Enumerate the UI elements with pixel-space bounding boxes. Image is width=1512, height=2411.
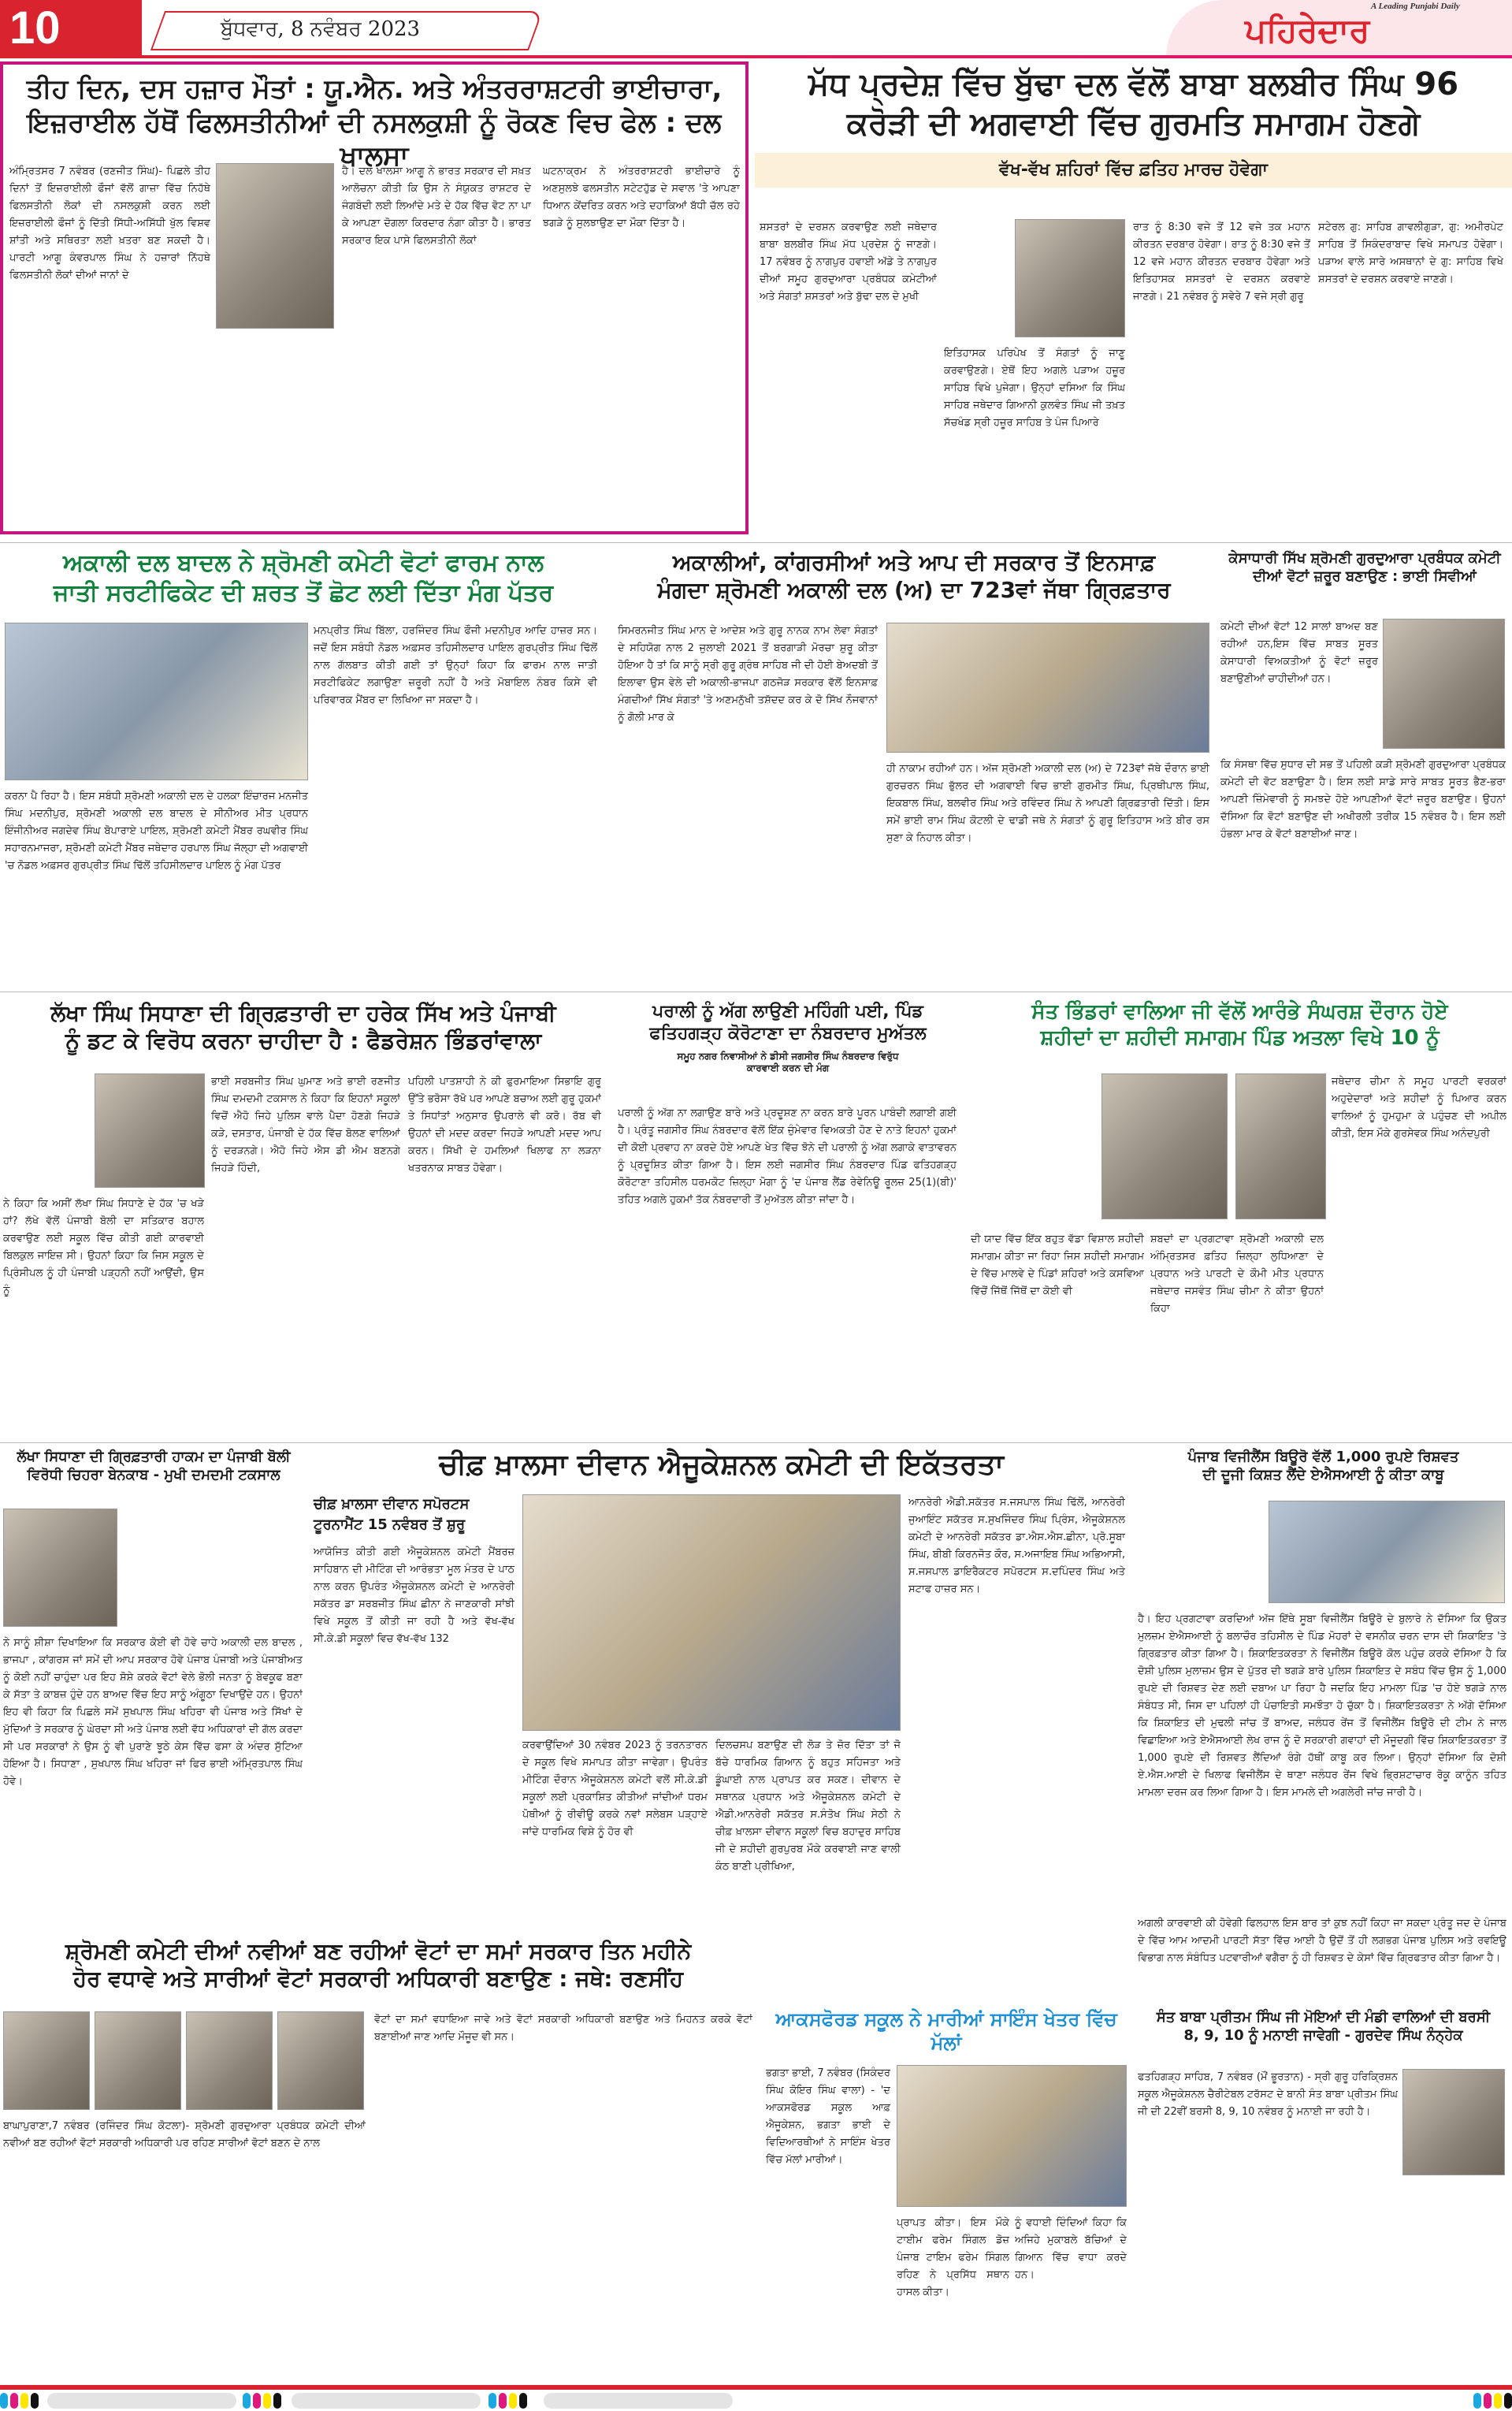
headline-line-2: ਵਿਰੋਧੀ ਚਿਹਰਾ ਬੇਨਕਾਬ - ਮੁਖੀ ਦਮਦਮੀ ਟਕਸਾਲ [27,1466,280,1483]
article-column: ਰਾਤ ਨੂੰ 8:30 ਵਜੇ ਤੋਂ 12 ਵਜੇ ਤਕ ਮਹਾਨ ਕੀਰਤਨ ਦਰਬਾਰ ਹੋਵੇਗਾ। ਰਾਤ ਨੂੰ 8:30 ਵਜੇ ਤੋਂ 12 ਵਜੇ ਮਹਾਨ ਕੀਰਤਨ ਦਰਬਾਰ ਹੋਵੇਗਾ ਅਤੇ ਇਤਿਹਾਸਕ ਸ਼ਸਤਰਾਂ ਦੇ ਦਰਸ਼ਨ ਕਰਵਾਏ ਜਾਣਗੇ। 21 ਨਵੰਬਰ ਨੂੰ ਸਵੇਰੇ 7 ਵਜੇ ਸ੍ਰੀ ਗੁਰੂ [1133,221,1310,303]
headline-line-2: ਨੂੰ ਡਟ ਕੇ ਵਿਰੋਧ ਕਰਨਾ ਚਾਹੀਦਾ ਹੈ : ਫੈਡਰੇਸ਼ਨ ਭਿੰਡਰਾਂਵਾਲਾ [65,1028,542,1054]
subheadline-line-2: ਟੂਰਨਾਮੈਂਟ 15 ਨਵੰਬਰ ਤੋਂ ਸ਼ੁਰੂ [314,1516,466,1533]
article-column: ਫਤਹਿਗੜ੍ਹ ਸਾਹਿਬ, 7 ਨਵੰਬਰ (ਮੌਂ ਭੂਰਤਾਨ) - ਸ੍ਰੀ ਗੁਰੂ ਹਰਿਕ੍ਰਿਸ਼ਨ ਸਕੂਲ ਐਜੂਕੇਸ਼ਨਲ ਚੈਰੀਟੇਬਲ ਟਰੱਸਟ ਦੇ ਬਾਨੀ ਸੰਤ ਬਾਬਾ ਪ੍ਰੀਤਮ ਸਿੰਘ ਜੀ ਦੀ 22ਵੀਂ ਬਰਸੀ 8, 9, 10 ਨਵੰਬਰ ਨੂੰ ਮਨਾਈ ਜਾ ਰਹੀ ਹੈ। [1138,2071,1398,2118]
article-column: ਮਨਪ੍ਰੀਤ ਸਿੰਘ ਬਿੱਲਾ, ਹਰਜਿੰਦਰ ਸਿੰਘ ਫੌਜੀ ਮਦਨੀਪੁਰ ਆਦਿ ਹਾਜ਼ਰ ਸਨ। ਜਦੋਂ ਇਸ ਸਬੰਧੀ ਨੋਡਲ ਅਫ਼ਸਰ ਤਹਿਸੀਲਦਾਰ ਪਾਇਲ ਗੁਰਪ੍ਰੀਤ ਸਿੰਘ ਢਿੱਲੋਂ ਨਾਲ ਗੱਲਬਾਤ ਕੀਤੀ ਗਈ ਤਾਂ ਉਨ੍ਹਾਂ ਕਿਹਾ ਕਿ ਫਾਰਮ ਨਾਲ ਜਾਤੀ ਸਰਟੀਫਿਕੇਟ ਲਗਾਉਣਾ ਜ਼ਰੂਰੀ ਨਹੀਂ ਹੈ ਅਤੇ ਮੋਬਾਇਲ ਨੰਬਰ ਕਿਸੇ ਵੀ ਪਰਿਵਾਰਕ ਮੈਂਬਰ ਦਾ ਲਿਖਿਆ ਜਾ ਸਕਦਾ ਹੈ। [314,625,597,706]
headline-line-2: 8, 9, 10 ਨੂੰ ਮਨਾਈ ਜਾਵੇਗੀ - ਗੁਰਦੇਵ ਸਿੰਘ ਨੰਨ੍ਹੇਕ [1183,2026,1463,2044]
article-chief-khalsa-diwan[interactable] [314,1445,1129,1903]
article-column: ਘਟਨਾਕ੍ਰਮ ਨੇ ਅੰਤਰਰਾਸ਼ਟਰੀ ਭਾਈਚਾਰੇ ਨੂੰ ਅਣਸੁਲਝੇ ਫਲਸਤੀਨ ਸਟੇਟਹੁੱਡ ਦੇ ਸਵਾਲ 'ਤੇ ਆਪਣਾ ਧਿਆਨ ਕੇਂਦਰਿਤ ਕਰਨ ਅਤੇ ਦਹਾਕਿਆਂ ਬੱਧੀ ਚੱਲ ਰਹੇ ਝਗੜੇ ਨੂੰ ਸੁਲਝਾਉਣ ਦਾ ਮੌਕਾ ਦਿੱਤਾ ਹੈ। [543,166,740,229]
headline-line-1: ਅਕਾਲੀਆਂ, ਕਾਂਗਰਸੀਆਂ ਅਤੇ ਆਪ ਦੀ ਸਰਕਾਰ ਤੋਂ ਇਨਸਾਫ਼ [672,549,1156,575]
article-column: ਵੋਟਾਂ ਦਾ ਸਮਾਂ ਵਧਾਇਆ ਜਾਵੇ ਅਤੇ ਵੋਟਾਂ ਸਰਕਾਰੀ ਅਧਿਕਾਰੀ ਬਣਾਉਣ ਅਤੇ ਮਿਹਨਤ ਕਰਕੇ ਵੋਟਾਂ ਬਣਾਈਆਂ ਜਾਣ ਆਦਿ ਮੌਜੂਦ ਵੀ ਸਨ। [374,2014,752,2043]
article-shaheedi-samagam[interactable] [968,995,1512,1436]
photo-vigilance-team [1269,1501,1505,1603]
photo-person-3 [186,2011,273,2110]
article-column: ਆਯੋਜਿਤ ਕੀਤੀ ਗਈ ਐਜੂਕੇਸ਼ਨਲ ਕਮੇਟੀ ਮੈਂਬਰਜ਼ ਸਾਹਿਬਾਨ ਦੀ ਮੀਟਿੰਗ ਦੀ ਆਰੰਭਤਾ ਮੂਲ ਮੰਤਰ ਦੇ ਪਾਠ ਨਾਲ ਕਰਨ ਉਪਰੰਤ ਐਜੂਕੇਸ਼ਨਲ ਕਮੇਟੀ ਦੇ ਆਨਰੇਰੀ ਸਕੱਤਰ ਡਾ ਸਰਬਜੀਤ ਸਿੰਘ ਛੀਨਾ ਨੇ ਜਾਣਕਾਰੀ ਸਾਂਝੀ ਵਿਖੇ ਸਕੂਲ ਤੋਂ ਕੀਤੀ ਜਾ ਰਹੀ ਹੈ ਅਤੇ ਵੱਖ-ਵੱਖ ਸੀ.ਕੇ.ਡੀ ਸਕੂਲਾਂ ਵਿਚ ਵੱਖ-ਵੱਖ 132 [314,1546,515,1645]
subheadline: ਵੱਖ-ਵੱਖ ਸ਼ਹਿਰਾਂ ਵਿੱਚ ਫ਼ਤਿਹ ਮਾਰਚ ਹੋਵੇਗਾ [755,153,1512,188]
headline-line-1: ਲੱਖਾ ਸਿੰਘ ਸਿਧਾਣਾ ਦੀ ਗ੍ਰਿਫ਼ਤਾਰੀ ਦਾ ਹਰੇਕ ਸਿੱਖ ਅਤੇ ਪੰਜਾਬੀ [50,1000,556,1026]
article-sgpc-votes[interactable] [0,1933,756,2382]
article-column: ਪਰਾਲੀ ਨੂੰ ਅੱਗ ਨਾ ਲਗਾਉਣ ਬਾਰੇ ਅਤੇ ਪ੍ਰਦੂਸ਼ਣ ਨਾ ਕਰਨ ਬਾਰੇ ਪੂਰਨ ਪਾਬੰਦੀ ਲਗਾਈ ਗਈ ਹੈ। ਪ੍ਰੰਤੂ ਜਗਸੀਰ ਸਿੰਘ ਨੰਬਰਦਾਰ ਵੱਲੋਂ ਇੱਕ ਜ਼ੁੰਮੇਵਾਰ ਵਿਅਕਤੀ ਹੋਣ ਦੇ ਨਾਤੇ ਇਹਨਾਂ ਹੁਕਮਾਂ ਦੀ ਕੋਈ ਪ੍ਰਵਾਹ ਨਾ ਕਰਦੇ ਹੋਏ ਆਪਣੇ ਖੇਤ ਵਿੱਚ ਝੋਨੇ ਦੀ ਪਰਾਲੀ ਨੂੰ ਅੱਗ ਲਗਾਕੇ ਵਾਤਾਵਰਨ ਨੂੰ ਪ੍ਰਦੂਸ਼ਿਤ ਕੀਤਾ ਗਿਆ ਹੈ। ਇਸ ਲਈ ਜਗਸੀਰ ਸਿੰਘ ਨੰਬਰਦਾਰ ਪਿੰਡ ਫਤਿਹਗੜ੍ਹ ਕੋਰੋਟਾਣਾ ਤਹਿਸੀਲ ਧਰਮਕੋਟ ਜ਼ਿਲ੍ਹਾ ਮੋਗਾ ਨੂੰ 'ਦ ਪੰਜਾਬ ਲੈਂਡ ਰੇਵੇਨਿਊ ਰੂਲਜ਼ 25(1)(ਬੀ)' ਤਹਿਤ ਅਗਲੇ ਹੁਕਮਾਂ ਤੱਕ ਨੰਬਰਦਾਰੀ ਤੋਂ ਮੁਅੱਤਲ ਕੀਤਾ ਜਾਂਦਾ ਹੈ। [618,1107,957,1206]
photo-spokesperson [216,163,334,329]
article-akali-vote-form[interactable] [0,544,607,985]
article-column: ਕਮੇਟੀ ਦੀਆਂ ਵੋਟਾਂ 12 ਸਾਲਾਂ ਬਾਅਦ ਬਣ ਰਹੀਆਂ ਹਨ,ਇਸ ਵਿੱਚ ਸਾਬਤ ਸੂਰਤ ਕੇਸਾਧਾਰੀ ਵਿਅਕਤੀਆਂ ਨੂੰ ਵੋਟਾਂ ਜ਼ਰੂਰ ਬਣਾਉਣੀਆਂ ਚਾਹੀਦੀਆਂ ਹਨ। [1220,621,1378,685]
page-header [0,0,1512,57]
article-budha-dal[interactable] [755,61,1512,534]
headline-line-2: ਇਜ਼ਰਾਈਲ ਹੱਥੋਂ ਫਿਲਸਤੀਨੀਆਂ ਦੀ ਨਸਲਕੁਸ਼ੀ ਨੂੰ ਰੋਕਣ ਵਿਚ ਫੇਲ : ਦਲ ਖਾਲਸਾ [27,106,722,172]
photo-person-4 [277,2011,364,2110]
headline-line-2: ਫਤਿਹਗੜ੍ਹ ਕੋਰੋਟਾਣਾ ਦਾ ਨੰਬਰਦਾਰ ਮੁਅੱਤਲ [649,1023,927,1044]
headline-line-2: ਦੀਆਂ ਵੋਟਾਂ ਜ਼ਰੂਰ ਬਣਾਉਣ : ਭਾਈ ਸਿਵੀਆਂ [1253,567,1477,585]
headline: ਚੀਫ਼ ਖ਼ਾਲਸਾ ਦੀਵਾਨ ਐਜੂਕੇਸ਼ਨਲ ਕਮੇਟੀ ਦੀ ਇਕੱਤਰਤਾ [439,1449,1004,1481]
article-parali-burning[interactable] [615,995,961,1436]
page-number: 10 [0,0,142,57]
registration-marks [489,2393,527,2409]
footer-bar [292,2393,481,2409]
article-column: ਸਟੇਰਲ ਗੁ: ਸਾਹਿਬ ਗਾਵਲੀਗੁੜਾ, ਗੁ: ਅਮੀਰਪੇਟ ਸਾਹਿਬ ਤੋਂ ਸਿਕੰਦਰਾਬਾਦ ਵਿਖੇ ਸਮਾਪਤ ਹੋਵੇਗਾ। ਪੜਾਅ ਵਾਲੇ ਸਾਰੇ ਅਸਥਾਨਾਂ ਦੇ ਗੁ: ਸਾਹਿਬ ਵਿਖੇ ਸ਼ਸਤਰਾਂ ਦੇ ਦਰਸ਼ਨ ਕਰਵਾਏ ਜਾਣਗੇ। [1318,221,1503,285]
masthead-tagline: A Leading Punjabi Daily [1371,2,1460,11]
header-rule [0,55,1512,58]
photo-jatha-arrest [886,623,1209,753]
article-column: ਅੰਮ੍ਰਿਤਸਰ 7 ਨਵੰਬਰ (ਰਣਜੀਤ ਸਿੰਘ)- ਪਿਛਲੇ ਤੀਹ ਦਿਨਾਂ ਤੋਂ ਇਜ਼ਰਾਈਲੀ ਫੌਜਾਂ ਵੱਲੋਂ ਗਾਜ਼ਾ ਵਿੱਚ ਨਿਹੱਥੇ ਫਿਲਸਤੀਨੀ ਲੋਕਾਂ ਦੀ ਨਸਲਕੁਸ਼ੀ ਕਰਨ ਲਈ ਇਜ਼ਰਾਈਲੀ ਫੌਜਾਂ ਨੂੰ ਦਿੱਤੀ ਸਿੱਧੀ-ਅਸਿੱਧੀ ਖੁੱਲ ਵਿਸ਼ਵ ਸ਼ਾਂਤੀ ਅਤੇ ਸਥਿਰਤਾ ਲਈ ਖ਼ਤਰਾ ਬਣ ਸਕਦੀ ਹੈ। ਪਾਰਟੀ ਆਗੂ ਕੰਵਰਪਾਲ ਸਿੰਘ ਨੇ ਹਜ਼ਾਰਾਂ ਨਿੱਹਥੇ ਫਿਲਸਤੀਨੀ ਲੋਕਾਂ ਦੀਆਂ ਜਾਨਾਂ ਦੇ [9,166,210,281]
footer-rule [0,2385,1512,2390]
subheadline-line-2: ਕਾਰਵਾਈ ਕਰਨ ਦੀ ਮੰਗ [746,1062,830,1073]
headline-part-1: ਆਕਸਫੋਰਡ ਸਕੂਲ [775,2008,903,2030]
headline-line-2: ਮੰਗਦਾ ਸ਼੍ਰੋਮਣੀ ਅਕਾਲੀ ਦਲ (ਅ) ਦਾ 723ਵਾਂ ਜੱਥਾ ਗ੍ਰਿਫ਼ਤਾਰ [657,577,1171,603]
article-column: ਬਾਘਾਪੁਰਾਣਾ,7 ਨਵੰਬਰ (ਰਜਿੰਦਰ ਸਿੰਘ ਕੋਟਲਾ)- ਸ਼੍ਰੋਮਣੀ ਗੁਰਦੁਆਰਾ ਪ੍ਰਬੰਧਕ ਕਮੇਟੀ ਦੀਆਂ ਨਵੀਆਂ ਬਣ ਰਹੀਆਂ ਵੋਟਾਂ ਸਰਕਾਰੀ ਅਧਿਕਾਰੀ ਪਰ ਰਹਿਣ ਸਾਰੀਆਂ ਵੋਟਾਂ ਬਣਨ ਦੇ ਨਾਲ [3,2120,366,2149]
article-oxford-school[interactable] [763,2006,1130,2382]
registration-marks [0,2393,39,2409]
article-dal-khalsa[interactable] [0,61,749,534]
article-column: ਦੀ ਯਾਦ ਵਿੱਚ ਇੱਕ ਬਹੁਤ ਵੱਡਾ ਵਿਸ਼ਾਲ ਸ਼ਹੀਦੀ ਸਮਾਗਮ ਕੀਤਾ ਜਾ ਰਿਹਾ ਜਿਸ ਸ਼ਹੀਦੀ ਸਮਾਗਮ ਦੇ ਵਿੱਚ ਮਾਲਵੇ ਦੇ ਪਿੰਡਾਂ ਸ਼ਹਿਰਾਂ ਅਤੇ ਕਸਵਿਆ ਵਿੱਚੋਂ ਜਿੱਥੋਂ ਜਿੱਥੋਂ ਦਾ ਕੋਈ ਵੀ [971,1233,1144,1297]
article-column: ਕਰਨਾ ਪੈ ਰਿਹਾ ਹੈ। ਇਸ ਸਬੰਧੀ ਸ਼੍ਰੋਮਣੀ ਅਕਾਲੀ ਦਲ ਦੇ ਹਲਕਾ ਇੰਚਾਰਜ ਮਨਜੀਤ ਸਿੰਘ ਮਦਨੀਪੁਰ, ਸ਼੍ਰੋਮਣੀ ਅਕਾਲੀ ਦਲ ਬਾਦਲ ਦੇ ਸੀਨੀਅਰ ਮੀਤ ਪ੍ਰਧਾਨ ਇੰਜੀਨੀਅਰ ਜਗਦੇਵ ਸਿੰਘ ਬੋਪਾਰਾਏ ਪਾਇਲ, ਸ਼੍ਰੋਮਣੀ ਕਮੇਟੀ ਮੈਂਬਰ ਰਘਵੀਰ ਸਿੰਘ ਸਹਾਰਨਮਾਜਰਾ, ਸ਼੍ਰੋਮਣੀ ਕਮੇਟੀ ਮੈਂਬਰ ਜਥੇਦਾਰ ਹਰਪਾਲ ਸਿੰਘ ਜੱਲ੍ਹਾ ਦੀ ਅਗਵਾਈ 'ਚ ਨੋਡਲ ਅਫ਼ਸਰ ਗੁਰਪ੍ਰੀਤ ਸਿੰਘ ਢਿੱਲੋਂ ਤਹਿਸੀਲਦਾਰ ਪਾਇਲ ਨੂੰ ਮੰਗ ਪੱਤਰ [5,791,308,872]
headline-line-1: ਮੱਧ ਪ੍ਰਦੇਸ਼ ਵਿੱਚ ਬੁੱਢਾ ਦਲ ਵੱਲੋਂ ਬਾਬਾ ਬਲਬੀਰ ਸਿੰਘ 96 [808,66,1459,102]
article-column: ਭਾਈ ਸਰਬਜੀਤ ਸਿੰਘ ਘੁਮਾਣ ਅਤੇ ਭਾਈ ਰਣਜੀਤ ਸਿੰਘ ਦਮਦਮੀ ਟਕਸਾਲ ਨੇ ਕਿਹਾ ਕਿ ਇਹਨਾਂ ਸਕੂਲਾਂ ਵਿਚੋਂ ਐਹੋ ਜਿਹੇ ਪੁਲਿਸ ਵਾਲੇ ਪੈਦਾ ਹੋਣਗੇ ਜਿਹੜੇ ਕੜੇ, ਦਸਤਾਰ, ਪੰਜਾਬੀ ਦੇ ਹੱਕ ਵਿੱਚ ਬੋਲਣ ਵਾਲਿਆਂ ਨੂੰ ਦਰੜਨਗੇ। ਐਹੋ ਜਿਹੇ ਐਸ ਡੀ ਐਮ ਬਣਨਗੇ ਜਿਹੜੇ ਹਿੰਦੀ, [211,1076,400,1174]
article-vigilance-bribe[interactable] [1135,1445,1512,1997]
article-column: ਜਥੇਦਾਰ ਚੀਮਾ ਨੇ ਸਮੂਹ ਪਾਰਟੀ ਵਰਕਰਾਂ ਅਹੁਦੇਦਾਰਾਂ ਅਤੇ ਸ਼ਹੀਦਾਂ ਨੂੰ ਪਿਆਰ ਕਰਨ ਵਾਲਿਆਂ ਨੂੰ ਹੁਮਹੁਮਾ ਕੇ ਪਹੁੰਚਣ ਦੀ ਅਪੀਲ ਕੀਤੀ, ਇਸ ਮੌਕੇ ਗੁਰਸੇਵਕ ਸਿੰਘ ਅਨੰਦਪੁਰੀ [1332,1076,1506,1140]
registration-marks [243,2393,281,2409]
section-divider [0,1442,1512,1443]
headline-line-1: ਸੰਤ ਭਿੰਡਰਾਂ ਵਾਲਿਆ ਜੀ ਵੱਲੋਂ ਆਰੰਭੇ ਸੰਘਰਸ਼ ਦੌਰਾਨ ਹੋਏ [1031,1000,1448,1024]
article-column: ਅਗਲੀ ਕਾਰਵਾਈ ਕੀ ਹੋਵੇਗੀ ਫਿਲਹਾਲ ਇਸ ਬਾਰ ਤਾਂ ਕੁਝ ਨਹੀਂ ਕਿਹਾ ਜਾ ਸਕਦਾ ਪ੍ਰੰਤੂ ਜਦ ਦੇ ਪੰਜਾਬ ਦੇ ਵਿੱਚ ਆਮ ਆਦਮੀ ਪਾਰਟੀ ਸੱਤਾ ਵਿੱਚ ਆਈ ਹੈ ਉਦੋਂ ਤੋਂ ਹੀ ਲਗਭਗ ਪੰਜਾਬ ਪੁਲਿਸ ਅਤੇ ਰਵਇਊ ਵਿਭਾਗ ਨਾਲ ਸੰਬੰਧਿਤ ਪਟਵਾਰੀਆਂ ਵਗੈਰਾ ਨੂੰ ਹੀ ਰਿਸ਼ਵਤ ਦੇ ਕੇਸਾਂ ਵਿੱਚ ਗ੍ਰਿਫਤਾਰ ਕੀਤਾ ਗਿਆ ਹੈ। [1138,1918,1506,1964]
article-column: ਹੈ। ਦਲ ਖਾਲਸਾ ਆਗੂ ਨੇ ਭਾਰਤ ਸਰਕਾਰ ਦੀ ਸਖ਼ਤ ਆਲੋਚਨਾ ਕੀਤੀ ਕਿ ਉਸ ਨੇ ਸੰਯੁਕਤ ਰਾਸ਼ਟਰ ਦੇ ਜੰਗਬੰਦੀ ਲਈ ਲਿਆਂਦੇ ਮਤੇ ਦੇ ਹੱਕ ਵਿੱਚ ਵੋਟ ਨਾ ਪਾ ਕੇ ਆਪਣਾ ਦੋਗਲਾ ਕਿਰਦਾਰ ਨੰਗਾ ਕੀਤਾ ਹੈ। ਭਾਰਤ ਸਰਕਾਰ ਇਕ ਪਾਸੇ ਫਿਲਸਤੀਨੀ ਲੋਕਾਂ [342,166,531,247]
headline-line-2: ਕਰੋੜੀ ਦੀ ਅਗਵਾਈ ਵਿੱਚ ਗੁਰਮਤਿ ਸਮਾਗਮ ਹੋਣਗੇ [846,106,1421,142]
section-divider [0,542,1512,543]
headline-line-1: ਸ਼੍ਰੋਮਣੀ ਕਮੇਟੀ ਦੀਆਂ ਨਵੀਆਂ ਬਣ ਰਹੀਆਂ ਵੋਟਾਂ ਦਾ ਸਮਾਂ ਸਰਕਾਰ ਤਿਨ ਮਹੀਨੇ [65,1938,692,1964]
footer-bar [47,2393,236,2409]
headline-line-1: ਲੱਖਾ ਸਿਧਾਣਾ ਦੀ ਗ੍ਰਿਫ਼ਤਾਰੀ ਹਾਕਮ ਦਾ ਪੰਜਾਬੀ ਬੋਲੀ [17,1449,291,1465]
article-column: ਕਿ ਸੰਸਥਾ ਵਿੱਚ ਸੁਧਾਰ ਦੀ ਸਭ ਤੋਂ ਪਹਿਲੀ ਕੜੀ ਸ਼੍ਰੋਮਣੀ ਗੁਰਦੁਆਰਾ ਪ੍ਰਬੰਧਕ ਕਮੇਟੀ ਦੀ ਵੋਟ ਬਣਾਉਣਾ ਹੈ। ਇਸ ਲਈ ਸਾਡੇ ਸਾਰੇ ਸਾਬਤ ਸੂਰਤ ਭੈਣ-ਭਰਾ ਆਪਣੀ ਜ਼ਿੰਮੇਵਾਰੀ ਨੂੰ ਸਮਝਦੇ ਹੋਏ ਆਪਣੀਆਂ ਵੋਟਾਂ ਜ਼ਰੂਰ ਬਣਾਉਣ। ਉਹਨਾਂ ਦੱਸਿਆ ਕਿ ਵੋਟਾਂ ਬਣਾਉਣ ਦੀ ਅਖੀਰਲੀ ਤਰੀਕ 15 ਨਵੰਬਰ ਹੈ। ਇਸ ਲਈ ਹੰਭਲਾ ਮਾਰ ਕੇ ਵੋਟਾਂ ਬਣਾਈਆਂ ਜਾਣ। [1220,759,1506,840]
headline-line-1: ਅਕਾਲੀ ਦਲ ਬਾਦਲ ਨੇ ਸ਼੍ਰੋਮਣੀ ਕਮੇਟੀ ਵੋਟਾਂ ਫਾਰਮ ਨਾਲ [63,549,544,577]
headline-line-2: ਸ਼ਹੀਦਾਂ ਦਾ ਸ਼ਹੀਦੀ ਸਮਾਗਮ ਪਿੰਡ ਅਤਲਾ ਵਿਖੇ 10 ਨੂੰ [1040,1025,1440,1050]
issue-date: ਬੁੱਧਵਾਰ, 8 ਨਵੰਬਰ 2023 [221,17,421,41]
article-column: ਨੇ ਸਾਨੂੰ ਸ਼ੀਸ਼ਾ ਦਿਖਾਇਆ ਕਿ ਸਰਕਾਰ ਕੋਈ ਵੀ ਹੋਵੇ ਚਾਹੇ ਅਕਾਲੀ ਦਲ ਬਾਦਲ , ਭਾਜਪਾ , ਕਾਂਗਰਸ ਜਾਂ ਸਮੇਂ ਦੀ ਆਪ ਸਰਕਾਰ ਹੋਵੇ ਪੰਜਾਬ ਪੰਜਾਬੀ ਅਤੇ ਪੰਜਾਬੀਅਤ ਨੂੰ ਕੋਈ ਨਹੀਂ ਚਾਹੁੰਦਾ ਪਰ ਇਹ ਸ਼ੋਸ਼ੇ ਕਰਕੇ ਵੋਟਾਂ ਵੇਲੇ ਭੋਲੀ ਜਨਤਾ ਨੂੰ ਬੇਵਕੂਫ ਬਣਾ ਕੇ ਸੱਤਾ ਤੇ ਕਾਬਜ਼ ਹੁੰਦੇ ਹਨ ਬਾਅਦ ਵਿੱਚ ਇਹ ਸਾਨੂੰ ਅੰਗੂਠਾ ਦਿਖਾਉਂਦੇ ਹਨ। ਉਹਨਾਂ ਇਹ ਵੀ ਕਿਹਾ ਕਿ ਪਿਛਲੇ ਸਮੇਂ ਸੁਖਪਾਲ ਸਿੰਘ ਖਹਿਰਾ ਵੀ ਪੰਜਾਬ ਅਤੇ ਸਿੱਖਾਂ ਦੇ ਮੁੱਦਿਆਂ ਤੇ ਸਰਕਾਰ ਨੂੰ ਘੇਰਦਾ ਸੀ ਅਤੇ ਪੰਜਾਬ ਲਈ ਵੱਧ ਅਧਿਕਾਰਾਂ ਦੀ ਗੱਲ ਕਰਦਾ ਸੀ ਪਰ ਸਰਕਾਰਾਂ ਨੇ ਉਸ ਨੂੰ ਵੀ ਪੁਰਾਣੇ ਝੂਠੇ ਕੇਸ ਵਿੱਚ ਫਸਾ ਕੇ ਅੰਦਰ ਸੁੱਟਿਆ ਹੋਇਆ ਹੈ। ਸਿਧਾਣਾ , ਸੁਖਪਾਲ ਸਿੰਘ ਖਹਿਰਾ ਜਾਂ ਫਿਰ ਭਾਈ ਅੰਮ੍ਰਿਤਪਾਲ ਸਿੰਘ ਹੋਵੇ। [3,1637,303,1788]
headline-line-1: ਸੰਤ ਬਾਬਾ ਪ੍ਰੀਤਮ ਸਿੰਘ ਜੀ ਮੋਇਆਂ ਦੀ ਮੰਡੀ ਵਾਲਿਆਂ ਦੀ ਬਰਸੀ [1156,2009,1491,2026]
headline-line-1: ਪੰਜਾਬ ਵਿਜੀਲੈਂਸ ਬਿਊਰੋ ਵੱਲੋਂ 1,000 ਰੁਪਏ ਰਿਸ਼ਵਤ [1187,1449,1459,1465]
photo-person-2 [95,2011,181,2110]
article-damdami-taksal[interactable] [0,1445,307,1911]
headline-line-2: ਦੀ ਦੂਜੀ ਕਿਸ਼ਤ ਲੈਂਦੇ ਏਐਸਆਈ ਨੂੰ ਕੀਤਾ ਕਾਬੂ [1202,1466,1444,1483]
article-column: ਸ਼ਬਦਾਂ ਦਾ ਪ੍ਰਗਟਾਵਾ ਸ਼੍ਰੋਮਣੀ ਅਕਾਲੀ ਦਲ ਅੰਮ੍ਰਿਤਸਰ ਫ਼ਤਿਹ ਜ਼ਿਲ੍ਹਾ ਲੁਧਿਆਣਾ ਦੇ ਪ੍ਰਧਾਨ ਅਤੇ ਪਾਰਟੀ ਦੇ ਕੌਮੀ ਮੀਤ ਪ੍ਰਧਾਨ ਜਥੇਦਾਰ ਜਸਵੰਤ ਸਿੰਘ ਚੀਮਾ ਨੇ ਕੀਤਾ ਉਹਨਾਂ ਕਿਹਾ [1150,1233,1324,1315]
photo-delegation [5,623,308,780]
article-akali-jatha[interactable] [615,544,1213,985]
article-column: ਸ਼ਸਤਰਾਂ ਦੇ ਦਰਸ਼ਨ ਕਰਵਾਉਣ ਲਈ ਜਥੇਦਾਰ ਬਾਬਾ ਬਲਬੀਰ ਸਿੰਘ ਮੱਧ ਪ੍ਰਦੇਸ਼ ਨੂੰ ਜਾਣਗੇ। 17 ਨਵੰਬਰ ਨੂੰ ਨਾਗਪੁਰ ਹਵਾਈ ਅੱਡੇ ਤੇ ਨਾਗਪੁਰ ਦੀਆਂ ਸਮੂਹ ਗੁਰਦੁਆਰਾ ਪ੍ਰਬੰਧਕ ਕਮੇਟੀਆਂ ਅਤੇ ਸੰਗਤਾਂ ਸ਼ਸਤਰਾਂ ਅਤੇ ਬੁੱਢਾ ਦਲ ਦੇ ਮੁਖੀ [760,221,937,303]
headline-line-2: ਜਾਤੀ ਸਰਟੀਫਿਕੇਟ ਦੀ ਸ਼ਰਤ ਤੋਂ ਛੋਟ ਲਈ ਦਿੱਤਾ ਮੰਗ ਪੱਤਰ [53,579,554,607]
photo-bhai-siviyan [1383,619,1505,749]
article-column: ਹੀ ਨਾਕਾਮ ਰਹੀਆਂ ਹਨ। ਅੱਜ ਸ਼੍ਰੋਮਣੀ ਅਕਾਲੀ ਦਲ (ਅ) ਦੇ 723ਵਾਂ ਜੱਥੇ ਦੌਰਾਨ ਭਾਈ ਗੁਰਚਰਨ ਸਿੰਘ ਭੁੱਲਰ ਦੀ ਅਗਵਾਈ ਵਿਚ ਭਾਈ ਗੁਰਮੀਤ ਸਿੰਘ, ਪ੍ਰਿਥੀਪਾਲ ਸਿੰਘ, ਇਕਬਾਲ ਸਿੰਘ, ਬਲਵੀਰ ਸਿੰਘ ਅਤੇ ਰਵਿੰਦਰ ਸਿੰਘ ਨੇ ਆਪਣੀ ਗ੍ਰਿਫ਼ਤਾਰੀ ਦਿੱਤੀ। ਇਸ ਸਮੇਂ ਭਾਈ ਰਾਮ ਸਿੰਘ ਕੋਟਲੀ ਦੇ ਢਾਡੀ ਜਥੇ ਨੇ ਸੰਗਤਾਂ ਨੂੰ ਗੁਰੂ ਇਤਿਹਾਸ ਅਤੇ ਬੀਰ ਰਸ ਸੁਣਾ ਕੇ ਨਿਹਾਲ ਕੀਤਾ। [886,763,1209,844]
headline-part-2: ਨੇ ਮਾਰੀਆਂ ਸਾਇੰਸ ਖੇਤਰ ਵਿੱਚ ਮੱਲਾਂ [909,2008,1117,2054]
masthead-logo[interactable]: ਪਹਿਰੇਦਾਰ [1245,11,1370,50]
headline-line-1: ਪਰਾਲੀ ਨੂੰ ਅੱਗ ਲਾਉਣੀ ਮਹਿੰਗੀ ਪਈ, ਪਿੰਡ [652,1002,923,1021]
article-column: ਨੂੰ ਵਧਾਈ ਦਿੰਦਿਆਂ ਕਿਹਾ ਕਿ ਅਜਿਹੇ ਮੁਕਾਬਲੇ ਬੱਚਿਆਂ ਦੇ ਗਿਆਨ ਵਿੱਚ ਵਾਧਾ ਕਰਦੇ ਹਨ। [1015,2217,1127,2281]
photo-sant-baba-pritam-singh [1402,2069,1505,2175]
headline-line-1: ਤੀਹ ਦਿਨ, ਦਸ ਹਜ਼ਾਰ ਮੌਤਾਂ : ਯੂ.ਐਨ. ਅਤੇ ਅੰਤਰਰਾਸ਼ਟਰੀ ਭਾਈਚਾਰਾ, [26,73,723,105]
photo-students [897,2065,1127,2207]
headline-line-1: ਕੇਸਾਧਾਰੀ ਸਿੱਖ ਸ਼੍ਰੋਮਣੀ ਗੁਰਦੁਆਰਾ ਪ੍ਰਬੰਧਕ ਕਮੇਟੀ [1228,550,1501,567]
registration-marks [1473,2393,1512,2409]
headline-line-2: ਹੋਰ ਵਧਾਵੇ ਅਤੇ ਸਾਰੀਆਂ ਵੋਟਾਂ ਸਰਕਾਰੀ ਅਧਿਕਾਰੀ ਬਣਾਉਣ : ਜਥੇ: ਰਣਸੀਂਹ [72,1966,684,1992]
article-lakha-arrest[interactable] [0,995,607,1436]
photo-jathedar-cheema [1101,1073,1228,1219]
article-column: ਭਗਤਾ ਭਾਈ, 7 ਨਵੰਬਰ (ਸਿਕੰਦਰ ਸਿੰਘ ਕੋਇਰ ਸਿੰਘ ਵਾਲਾ) - 'ਦ ਆਕਸਫੋਰਡ ਸਕੂਲ ਆਫ਼ ਐਜੂਕੇਸ਼ਨ, ਭਗਤਾ ਭਾਈ ਦੇ ਵਿਦਿਆਰਥੀਆਂ ਨੇ ਸਾਇੰਸ ਖੇਤਰ ਵਿੱਚ ਮੱਲਾਂ ਮਾਰੀਆਂ। [766,2067,890,2166]
headline [763,2007,1130,2055]
subheadline-line-1: ਚੀਫ਼ ਖ਼ਾਲਸਾ ਦੀਵਾਨ ਸਪੋਰਟਸ [314,1496,470,1512]
article-column: ਦਿਲਚਸਪ ਬਣਾਉਣ ਦੀ ਲੋੜ ਤੇ ਜ਼ੋਰ ਦਿੱਤਾ ਤਾਂ ਜੋ ਬੱਚੇ ਧਾਰਮਿਕ ਗਿਆਨ ਨੂੰ ਬਹੁਤ ਸਹਿਜਤਾ ਅਤੇ ਡੂੰਘਾਈ ਨਾਲ ਪ੍ਰਾਪਤ ਕਰ ਸਕਣ। ਦੀਵਾਨ ਦੇ ਸਥਾਨਕ ਪ੍ਰਧਾਨ ਅਤੇ ਐਜੂਕੇਸ਼ਨਲ ਕਮੇਟੀ ਦੇ ਐਡੀ.ਆਨਰੇਰੀ ਸਕੱਤਰ ਸ.ਸੰਤੋਖ ਸਿੰਘ ਸੇਠੀ ਨੇ ਚੀਫ਼ ਖ਼ਾਲਸਾ ਦੀਵਾਨ ਸਕੂਲਾਂ ਵਿਚ ਬਹਾਦੁਰ ਸਾਹਿਬ ਜੀ ਦੇ ਸ਼ਹੀਦੀ ਗੁਰਪੁਰਬ ਮੌਕੇ ਕਰਵਾਈ ਜਾਣ ਵਾਲੀ ਕੰਠ ਬਾਣੀ ਪ੍ਰੀਖਿਆ, [715,1739,901,1873]
article-column: ਹੈ। ਇਹ ਪ੍ਰਗਟਾਵਾ ਕਰਦਿਆਂ ਅੱਜ ਇੱਥੇ ਸੂਬਾ ਵਿਜੀਲੈਂਸ ਬਿਊਰੋ ਦੇ ਬੁਲਾਰੇ ਨੇ ਦੱਸਿਆ ਕਿ ਉਕਤ ਮੁਲਜ਼ਮ ਏਐਸਆਈ ਨੂੰ ਬਲਾਚੌਰ ਤਹਿਸੀਲ ਦੇ ਪਿੰਡ ਮੋਹਰਾਂ ਦੇ ਵਸਨੀਕ ਚਰਨ ਦਾਸ ਦੀ ਸ਼ਿਕਾਇਤ 'ਤੇ ਗ੍ਰਿਫ਼ਤਾਰ ਕੀਤਾ ਗਿਆ ਹੈ। ਸ਼ਿਕਾਇਤਕਰਤਾ ਨੇ ਵਿਜੀਲੈਂਸ ਬਿਊਰੋ ਕੋਲ ਪਹੁੰਚ ਕਰਕੇ ਦੱਸਿਆ ਹੈ ਕਿ ਦੋਸ਼ੀ ਪੁਲਿਸ ਮੁਲਾਜ਼ਮ ਉਸ ਦੇ ਪੁੱਤਰ ਦੀ ਝਗੜੇ ਬਾਰੇ ਪੁਲਿਸ ਸ਼ਿਕਾਇਤ ਦੇ ਸਬੰਧ ਵਿੱਚ ਉਸ ਨੂੰ 1,000 ਰੁਪਏ ਦੀ ਰਿਸ਼ਵਤ ਦੇਣ ਲਈ ਦਬਾਅ ਪਾ ਰਿਹਾ ਹੈ ਜਦਕਿ ਇਹ ਮਾਮਲਾ ਪਿੰਡ 'ਚ ਹੋਏ ਝਗੜੇ ਨਾਲ ਸੰਬੰਧਤ ਸੀ, ਜਿਸ ਦਾ ਪਹਿਲਾਂ ਹੀ ਪੰਚਾਇਤੀ ਸਮਝੌਤਾ ਹੋ ਚੁੱਕਾ ਹੈ। ਸ਼ਿਕਾਇਤਕਰਤਾ ਨੇ ਅੱਗੇ ਦੱਸਿਆ ਕਿ ਸ਼ਿਕਾਇਤ ਦੀ ਮੁਢਲੀ ਜਾਂਚ ਤੋਂ ਬਾਅਦ, ਜਲੰਧਰ ਰੇਂਜ ਤੋਂ ਵਿਜੀਲੈਂਸ ਬਿਊਰੋ ਦੀ ਟੀਮ ਨੇ ਜਾਲ ਵਿਛਾਇਆ ਅਤੇ ਏਐਸਆਈ ਲੇਖ ਰਾਜ ਨੂੰ ਦੋ ਸਰਕਾਰੀ ਗਵਾਹਾਂ ਦੀ ਮੌਜੂਦਗੀ ਵਿੱਚ ਸ਼ਿਕਾਇਤਕਰਤਾ ਤੋਂ 1,000 ਰੁਪਏ ਦੀ ਰਿਸ਼ਵਤ ਲੈਂਦਿਆਂ ਰੰਗੇ ਹੱਥੀਂ ਕਾਬੂ ਕਰ ਲਿਆ। ਉਨ੍ਹਾਂ ਦੱਸਿਆ ਕਿ ਦੋਸ਼ੀ ਏ.ਐਸ.ਆਈ ਦੇ ਖਿਲਾਫ ਵਿਜੀਲੈਂਸ ਦੇ ਥਾਣਾ ਜਲੰਧਰ ਰੇਂਜ ਵਿਖੇ ਭ੍ਰਿਸ਼ਟਾਚਾਰ ਰੋਕੂ ਕਾਨੂੰਨ ਤਹਿਤ ਮਾਮਲਾ ਦਰਜ ਕਰ ਲਿਆ ਗਿਆ ਹੈ। ਇਸ ਮਾਮਲੇ ਦੀ ਅਗਲੇਰੀ ਜਾਂਚ ਜਾਰੀ ਹੈ। [1138,1613,1506,1799]
article-barsi[interactable] [1135,2006,1512,2380]
article-column: ਪ੍ਰਾਪਤ ਕੀਤਾ। ਇਸ ਮੌਕੇ ਟਾਈਮ ਫਰੇਮ ਸਿੰਗਲ ਡੋਜ਼ ਪੰਜਾਬ ਟਾਇਮ ਫਰੇਮ ਸਿੰਗਲ ਰਹਿਣ ਨੇ ਪ੍ਰਸਿੱਧ ਸਥਾਨ ਹਾਸਲ ਕੀਤਾ। [897,2217,1009,2298]
photo-taksal-chief [3,1509,117,1627]
footer-bar [544,2393,733,2409]
photo-gursevak-singh [1235,1073,1326,1219]
article-column: ਕਰਵਾਉਂਦਿਆਂ 30 ਨਵੰਬਰ 2023 ਨੂੰ ਤਰਨਤਾਰਨ ਦੇ ਸਕੂਲ ਵਿਖੇ ਸਮਾਪਤ ਕੀਤਾ ਜਾਵੇਗਾ। ਉਪਰੰਤ ਮੀਟਿੰਗ ਦੌਰਾਨ ਐਜੂਕੇਸ਼ਨਲ ਕਮੇਟੀ ਵਲੋਂ ਸੀ.ਕੇ.ਡੀ ਸਕੂਲਾਂ ਲਈ ਪ੍ਰਕਾਸ਼ਿਤ ਕੀਤੀਆਂ ਜਾਂਦੀਆਂ ਧਰਮ ਪੋਥੀਆਂ ਨੂੰ ਰੀਵੀਊ ਕਰਕੇ ਨਵਾਂ ਸਲੇਬਸ ਪੜ੍ਹਾਏ ਜਾਂਦੇ ਧਾਰਮਿਕ ਵਿਸ਼ੇ ਨੂੰ ਹੋਰ ਵੀ [522,1739,708,1838]
article-kesadhari-votes[interactable] [1217,544,1512,985]
article-column: ਸਿਮਰਨਜੀਤ ਸਿੰਘ ਮਾਨ ਦੇ ਆਦੇਸ਼ ਅਤੇ ਗੁਰੂ ਨਾਨਕ ਨਾਮ ਲੇਵਾ ਸੰਗਤਾਂ ਦੇ ਸਹਿਯੋਗ ਨਾਲ 2 ਜੁਲਾਈ 2021 ਤੋਂ ਬਰਗਾੜੀ ਮੋਰਚਾ ਸ਼ੁਰੂ ਕੀਤਾ ਹੋਇਆ ਹੈ ਤਾਂ ਕਿ ਸਾਨੂੰ ਸ੍ਰੀ ਗੁਰੂ ਗ੍ਰੰਥ ਸਾਹਿਬ ਜੀ ਦੀ ਹੋਈ ਬੇਅਦਬੀ ਤੋਂ ਇਲਾਵਾ ਉਸ ਵੇਲੇ ਦੀ ਅਕਾਲੀ-ਭਾਜਪਾ ਗਠਜੋੜ ਸਰਕਾਰ ਵੱਲੋਂ ਇਨਸਾਫ਼ ਮੰਗਦੀਆਂ ਸਿੱਖ ਸੰਗਤਾਂ 'ਤੇ ਅਣਮਨੁੱਖੀ ਤਸ਼ੱਦਦ ਕਰ ਕੇ ਦੋ ਸਿੱਖ ਨੌਜਵਾਨਾਂ ਨੂੰ ਗੋਲੀ ਮਾਰ ਕੇ [618,625,878,724]
article-column: ਪਹਿਲੀ ਪਾਤਸ਼ਾਹੀ ਨੇ ਕੀ ਫੁਰਮਾਇਆ ਸਿਭਾਇ ਗੁਰੂ ਉੱਤੇ ਭਰੋਸਾ ਰੱਖੋ ਪਰ ਆਪਣੇ ਬਚਾਅ ਲਈ ਗੁਰੂ ਹੁਕਮਾਂ ਤੇ ਸਿਧਾਂਤਾਂ ਅਨੁਸਾਰ ਉਪਰਾਲੇ ਵੀ ਕਰੋ। ਰੱਬ ਵੀ ਉਹਨਾਂ ਦੀ ਮਦਦ ਕਰਦਾ ਜਿਹੜੇ ਆਪਣੀ ਮਦਦ ਆਪ ਕਰਨ। ਸਿੱਖੀ ਦੇ ਹਮਲਿਆਂ ਖਿਲਾਫ ਨਾ ਲੜਨਾ ਖਤਰਨਾਕ ਸਾਬਤ ਹੋਵੇਗਾ। [408,1076,601,1174]
article-column: ਆਨਰੇਰੀ ਐਡੀ.ਸਕੱਤਰ ਸ.ਜਸਪਾਲ ਸਿੰਘ ਢਿੱਲੋਂ, ਆਨਰੇਰੀ ਜੁਆਇੰਟ ਸਕੱਤਰ ਸ.ਸੁਖਜਿੰਦਰ ਸਿੰਘ ਪ੍ਰਿੰਸ, ਐਜੂਕੇਸ਼ਨਲ ਕਮੇਟੀ ਦੇ ਆਨਰੇਰੀ ਸਕੱਤਰ ਡਾ.ਐਸ.ਐਸ.ਛੀਨਾ, ਪ੍ਰੋ.ਸੂਬਾ ਸਿੰਘ, ਬੀਬੀ ਕਿਰਨਜੋਤ ਕੌਰ, ਸ.ਅਜਾਇਬ ਸਿੰਘ ਅਭਿਆਸੀ, ਸ.ਜਸਪਾਲ ਡਾਇਰੈਕਟਰ ਸਪੋਰਟਸ ਸ.ਦਪਿੰਦਰ ਸਿੰਘ ਅਤੇ ਸਟਾਫ ਹਾਜ਼ਰ ਸਨ। [908,1497,1125,1595]
photo-committee-meeting [522,1494,901,1731]
photo-person-1 [3,2011,90,2110]
article-column: ਇਤਿਹਾਸਕ ਪਰਿਪੇਖ ਤੋਂ ਸੰਗਤਾਂ ਨੂੰ ਜਾਣੂ ਕਰਵਾਉਣਗੇ। ਏਥੋਂ ਇਹ ਅਗਲੇ ਪੜਾਅ ਹਜ਼ੂਰ ਸਾਹਿਬ ਵਿਖੇ ਪੁਜੇਗਾ। ਉਨ੍ਹਾਂ ਦਸਿਆ ਕਿ ਸਿੰਘ ਸਾਹਿਬ ਜਥੇਦਾਰ ਗਿਆਨੀ ਕੁਲਵੰਤ ਸਿੰਘ ਜੀ ਤਖ਼ਤ ਸੱਚਖੰਡ ਸ੍ਰੀ ਹਜ਼ੂਰ ਸਾਹਿਬ ਤੇ ਪੰਜ ਪਿਆਰੇ [944,348,1125,429]
photo-baba-balbir-singh [1015,219,1125,337]
subheadline-line-1: ਸਮੂਹ ਨਗਰ ਨਿਵਾਸੀਆਂ ਨੇ ਡੀਸੀ ਜਗਸੀਰ ਸਿੰਘ ਨੰਬਰਦਾਰ ਵਿਰੁੱਧ [677,1051,899,1062]
photo-federation-leader [95,1073,205,1188]
article-column: ਨੇ ਕਿਹਾ ਕਿ ਅਸੀਂ ਲੱਖਾ ਸਿੰਘ ਸਿਧਾਣੇ ਦੇ ਹੱਕ 'ਚ ਖੜੇ ਹਾਂ? ਲੱਖੇ ਵੱਲੋਂ ਪੰਜਾਬੀ ਬੋਲੀ ਦਾ ਸਤਿਕਾਰ ਬਹਾਲ ਕਰਵਾਉਣ ਲਈ ਸਕੂਲ ਵਿੱਚ ਕੀਤੀ ਗਈ ਕਾਰਵਾਈ ਬਿਲਕੁਲ ਜਾਇਜ਼ ਸੀ। ਉਹਨਾਂ ਕਿਹਾ ਕਿ ਜਿਸ ਸਕੂਲ ਦੇ ਪ੍ਰਿੰਸੀਪਲ ਨੂੰ ਹੀ ਪੰਜਾਬੀ ਪੜ੍ਹਨੀ ਨਹੀਂ ਆਉਂਦੀ, ਉਸ ਨੂੰ [3,1198,204,1297]
